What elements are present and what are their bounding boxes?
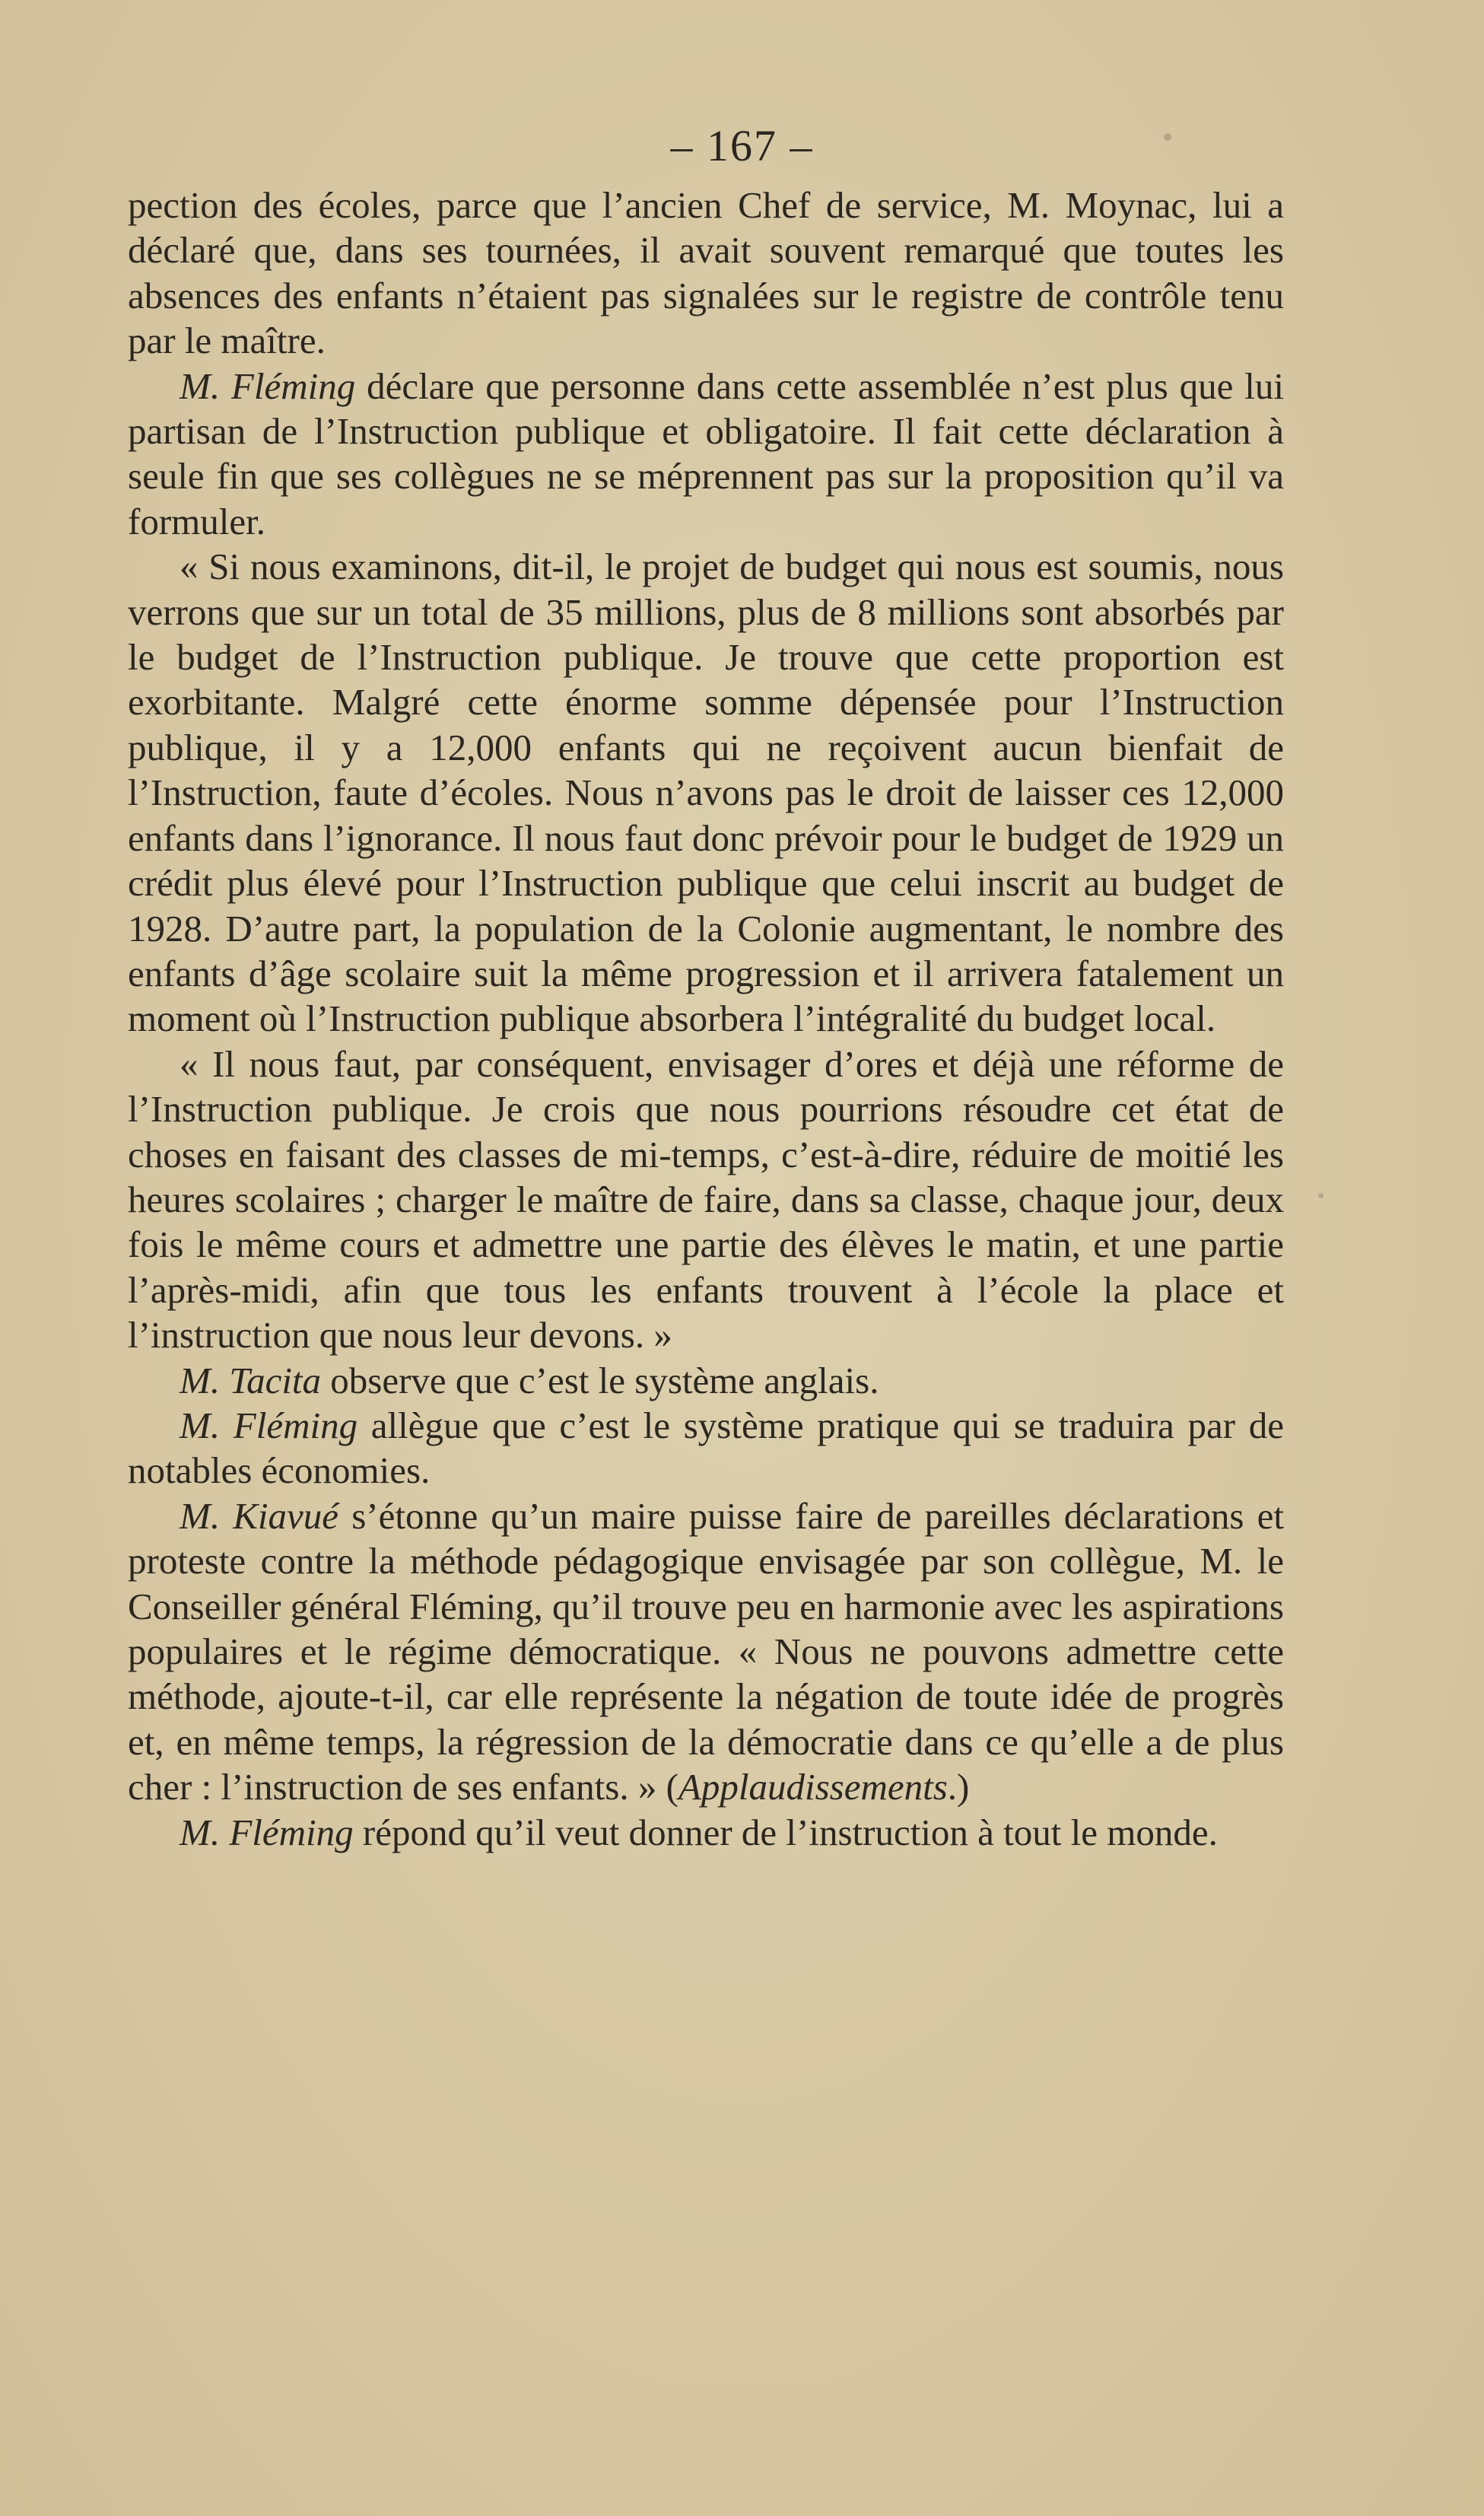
- speaker-name: M. Fléming: [180, 1811, 354, 1853]
- body-text-segment: s’étonne qu’un maire puisse faire de pareilles déclarations et proteste contre la méthode pédagogique envisagée par son collègue, M. le Conseiller général Fléming, qu’il trouve peu en harmonie avec les aspirations populaires et le régime démocratique. « Nous ne pouvons admettre cette méthode, ajoute-t-il, car elle représente la négation de toute idée de progrès et, en même temps, la régression de la démocratie dans ce qu’elle a de plus cher : l’instruction de ses enfants. » (: [128, 1494, 1284, 1808]
- speaker-name: M. Tacita: [180, 1359, 322, 1401]
- body-text-segment: allègue que c’est le système pratique qui se traduira par de notables économies.: [128, 1404, 1284, 1492]
- paragraph-fleming-speech-part-2: [128, 1042, 1284, 1358]
- body-text: [128, 183, 1284, 1855]
- body-text-segment: observe que c’est le système anglais.: [321, 1359, 879, 1401]
- body-text-segment: « Il nous faut, par conséquent, envisager d’ores et déjà une réforme de l’Instruction publique. Je crois que nous pourrions résoudre cet état de choses en faisant des classes de mi-temps, c’est-à-dire, réduire de moitié les heures scolaires ; charger le maître de faire, dans sa classe, chaque jour, deux fois le même cours et admettre une partie des élèves le matin, et une partie l’après-midi, afin que tous les enfants trouvent à l’école la place et l’instruction que nous leur devons. »: [128, 1042, 1284, 1357]
- body-text-segment: répond qu’il veut donner de l’instruction à tout le monde.: [353, 1811, 1218, 1853]
- paper-speck: [1164, 133, 1171, 141]
- paragraph-fleming-reply: [128, 1403, 1284, 1493]
- paragraph-fleming-answer: [128, 1810, 1284, 1855]
- body-text-segment: « Si nous examinons, dit-il, le projet de budget qui nous est soumis, nous verrons que sur un total de 35 millions, plus de 8 millions sont absorbés par le budget de l’Instruction publique. Je trouve que cette proportion est exorbitante. Malgré cette énorme somme dépensée pour l’Instruction publique, il y a 12,000 enfants qui ne reçoivent aucun bienfait de l’Instruction, faute d’écoles. Nous n’avons pas le droit de laisser ces 12,000 enfants dans l’ignorance. Il nous faut donc prévoir pour le budget de 1929 un crédit plus élevé pour l’Instruction publique que celui inscrit au budget de 1928. D’autre part, la population de la Colonie augmentant, le nombre des enfants d’âge scolaire suit la même progression et il arrivera fatalement un moment où l’Instruction publique absorbera l’intégralité du budget local.: [128, 546, 1284, 1040]
- paragraph-kiavue-protest: [128, 1493, 1284, 1810]
- body-text-segment: .): [947, 1766, 970, 1808]
- speaker-name: M. Fléming: [180, 364, 356, 407]
- paper-speck: [1318, 1193, 1324, 1198]
- page-number: – 167 –: [670, 121, 814, 170]
- speaker-name: M. Fléming: [180, 1404, 358, 1446]
- paragraph-tacita-remark: [128, 1358, 1284, 1403]
- speaker-name: M. Kiavué: [180, 1494, 339, 1537]
- body-text-segment: pection des écoles, parce que l’ancien Chef de service, M. Moynac, lui a déclaré que, dans ses tournées, il avait souvent remarqué que toutes les absences des enfants n’étaient pas signalées sur le registre de contrôle tenu par le maître.: [128, 184, 1284, 362]
- paragraph-continuation: [128, 183, 1284, 364]
- paragraph-fleming-speech-part-1: [128, 544, 1284, 1041]
- body-text-segment: déclare que personne dans cette assemblée n’est plus que lui partisan de l’Instruction publique et obligatoire. Il fait cette déclaration à seule fin que ses collègues ne se méprennent pas sur la proposition qu’il va formuler.: [128, 364, 1284, 542]
- paragraph-fleming-declaration: [128, 364, 1284, 545]
- applause-note: Applaudissements: [678, 1766, 948, 1808]
